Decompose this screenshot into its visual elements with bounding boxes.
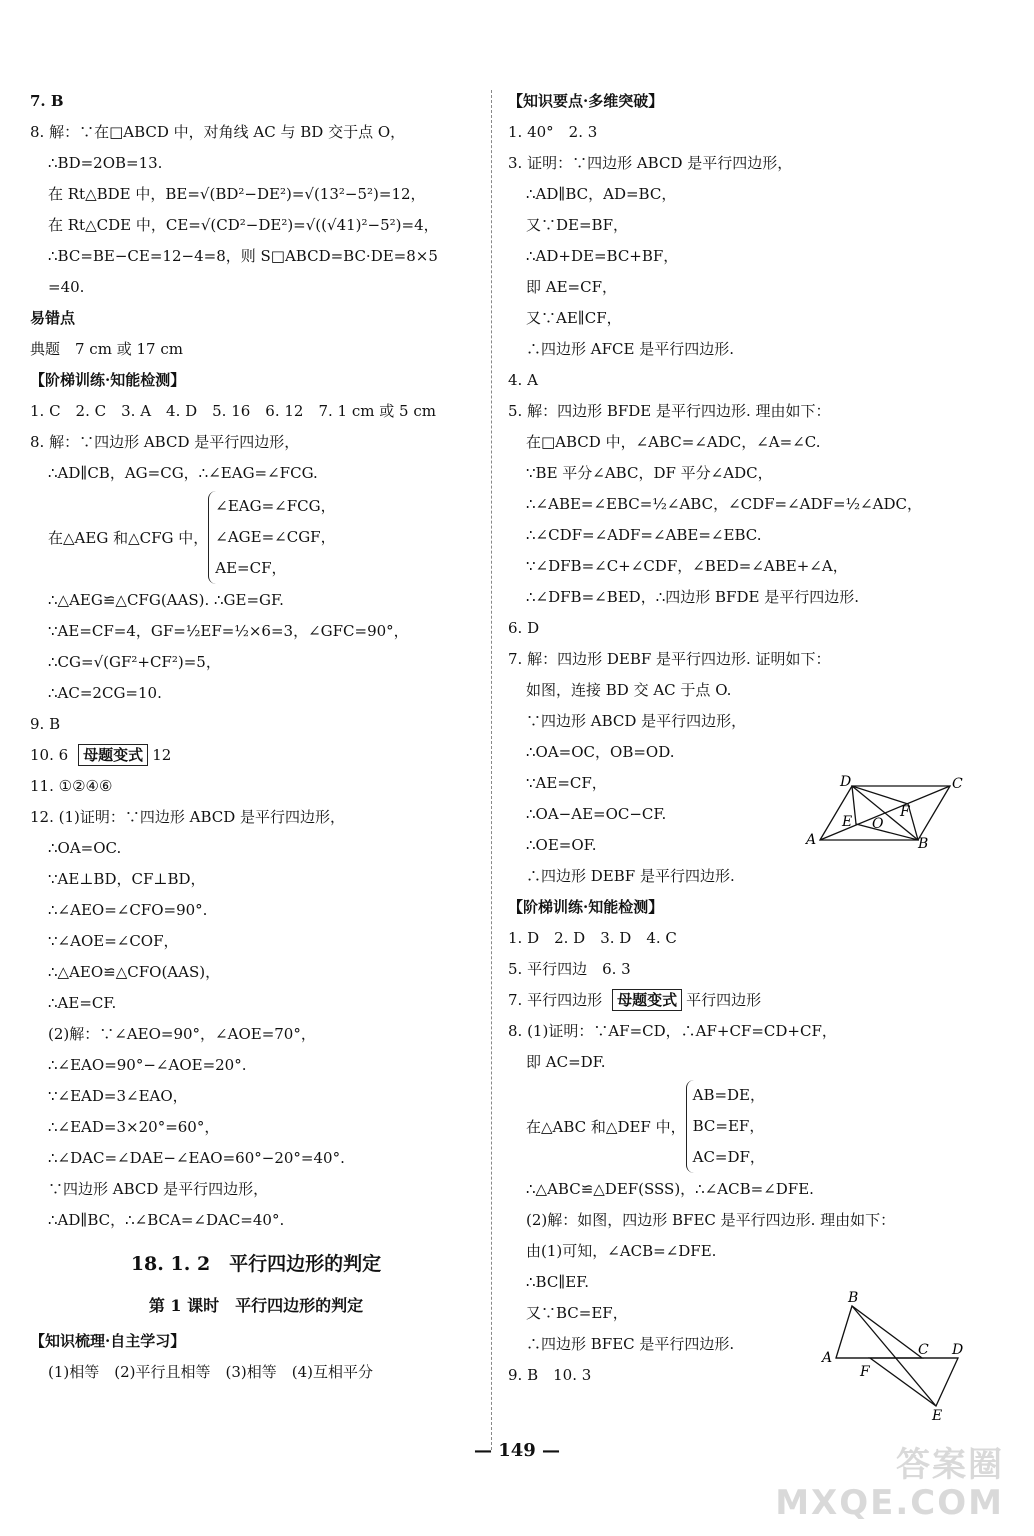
answer-8-line: ∵AE=CF=4，GF=½EF=½×6=3，∠GFC=90°， — [48, 622, 409, 640]
section-heading: 【知识要点·多维突破】 — [508, 92, 664, 110]
section-heading: 【知识梳理·自主学习】 — [30, 1332, 186, 1350]
answer-7-line: 7. 解：四边形 DEBF 是平行四边形. 证明如下： — [508, 650, 831, 668]
answer-7-line: 如图，连接 BD 交 AC 于点 O. — [526, 681, 732, 699]
label-e: E — [932, 1408, 943, 1424]
answer-12-line: (2)解：∵∠AEO=90°，∠AOE=70°， — [48, 1025, 316, 1043]
typical-problem: 典题 7 cm 或 17 cm — [30, 340, 183, 358]
answer-8-line: ∴AC=2CG=10. — [48, 684, 162, 702]
knowledge-answers: (1)相等 (2)平行且相等 (3)相等 (4)互相平分 — [48, 1363, 373, 1381]
answer-8-line: ∴四边形 BFEC 是平行四边形. — [526, 1335, 735, 1353]
watermark-url: MXQE.COM — [775, 1483, 1004, 1523]
answer-8-line: 8. (1)证明：∵AF=CD，∴AF+CF=CD+CF， — [508, 1022, 837, 1040]
section-heading: 易错点 — [30, 309, 76, 327]
answer-6: 6. D — [508, 619, 540, 637]
answer-3-line: 又∵DE=BF， — [526, 216, 628, 234]
answers-1-2: 1. 40° 2. 3 — [508, 123, 598, 141]
label-o: O — [872, 816, 884, 832]
answer-5-line: 在□ABCD 中，∠ABC=∠ADC，∠A=∠C. — [526, 433, 821, 451]
answer-8-line: ∴BC∥EF. — [526, 1273, 590, 1291]
answer-5-line: ∴∠DFB=∠BED，∴四边形 BFDE 是平行四边形. — [526, 588, 859, 606]
congruence-system — [30, 489, 482, 585]
answer-12-line: ∵AE⊥BD，CF⊥BD， — [48, 870, 206, 888]
variant-badge: 母题变式 — [78, 744, 148, 766]
system-intro: 在△ABC 和△DEF 中， — [526, 1117, 686, 1136]
column-divider — [491, 90, 492, 1450]
answer-5-line: ∵∠DFB=∠C+∠CDF，∠BED=∠ABE+∠A， — [526, 557, 848, 575]
system-intro: 在△AEG 和△CFG 中， — [48, 528, 209, 547]
answer-8-line: 又∵BC=EF， — [526, 1304, 628, 1322]
answer-8-line: ∴BD=2OB=13. — [48, 154, 163, 172]
label-e: E — [842, 814, 853, 830]
answer-12-line: ∴OA=OC. — [48, 839, 122, 857]
answer-8-line: ∴BC=BE−CE=12−4=8，则 S□ABCD=BC·DE=8×5 — [48, 247, 438, 265]
answer-12-line: ∴△AEO≌△CFO(AAS)， — [48, 963, 221, 981]
answer-9: 9. B — [30, 715, 61, 733]
label-f: F — [900, 804, 910, 820]
label-c: C — [952, 776, 963, 792]
system-line: ∠EAG=∠FCG， — [215, 496, 336, 515]
answer-8-line: 8. 解：∵在□ABCD 中，对角线 AC 与 BD 交于点 O， — [30, 123, 406, 141]
answer-5-line: 5. 解：四边形 BFDE 是平行四边形. 理由如下： — [508, 402, 831, 420]
answer-7-line: ∴OA=OC，OB=OD. — [526, 743, 675, 761]
answer-7: 7. B — [30, 92, 64, 110]
answer-11: 11. ①②④⑥ — [30, 777, 113, 795]
answer-7-variant-value: 平行四边形 — [686, 991, 762, 1009]
page-number: — 149 — — [473, 1440, 561, 1461]
answer-12-line: ∵∠AOE=∠COF， — [48, 932, 179, 950]
answer-3-line: 3. 证明：∵四边形 ABCD 是平行四边形， — [508, 154, 793, 172]
label-c: C — [918, 1342, 929, 1358]
answer-12-line: ∴∠AEO=∠CFO=90°. — [48, 901, 208, 919]
answer-5-line: ∴∠ABE=∠EBC=½∠ABC，∠CDF=∠ADF=½∠ADC， — [526, 495, 922, 513]
label-b: B — [918, 836, 929, 852]
variant-badge: 母题变式 — [612, 989, 682, 1011]
answer-7-value: 7. 平行四边形 — [508, 991, 603, 1009]
right-column — [508, 86, 1008, 1391]
triangle-abc — [836, 1306, 922, 1358]
answer-12-line: ∵∠EAD=3∠EAO， — [48, 1087, 188, 1105]
answer-8-line: ∴CG=√(GF²+CF²)=5， — [48, 653, 221, 671]
answer-8-line: ∴△ABC≌△DEF(SSS)，∴∠ACB=∠DFE. — [526, 1180, 814, 1198]
section-title: 18. 1. 2 平行四边形的判定 — [130, 1253, 382, 1275]
answer-8-line: =40. — [48, 278, 85, 296]
answer-12-line: ∴AD∥BC，∴∠BCA=∠DAC=40°. — [48, 1211, 285, 1229]
watermark-logo — [775, 1446, 1004, 1522]
answer-8-line: 由(1)可知，∠ACB=∠DFE. — [526, 1242, 717, 1260]
answer-10-value: 10. 6 — [30, 746, 69, 764]
answer-12-line: ∴AE=CF. — [48, 994, 117, 1012]
label-a: A — [806, 832, 817, 848]
answer-12-line: ∴∠EAD=3×20°=60°， — [48, 1118, 220, 1136]
answers-1-4: 1. D 2. D 3. D 4. C — [508, 929, 677, 947]
brace-group — [208, 491, 335, 584]
answer-10 — [30, 740, 482, 771]
answer-7-line: ∴OE=OF. — [526, 836, 597, 854]
answer-5-line: ∵BE 平分∠ABC，DF 平分∠ADC， — [526, 464, 773, 482]
congruence-system — [508, 1078, 1008, 1174]
answer-3-line: ∴四边形 AFCE 是平行四边形. — [526, 340, 734, 358]
system-line: ∠AGE=∠CGF， — [215, 527, 336, 546]
answer-8-line: 即 AC=DF. — [526, 1053, 606, 1071]
label-b: B — [848, 1290, 859, 1306]
answers-9-10: 9. B 10. 3 — [508, 1366, 592, 1384]
system-line: AB=DE， — [692, 1085, 766, 1104]
answer-7-line: ∴四边形 DEBF 是平行四边形. — [526, 867, 735, 885]
answer-7-line: ∴OA−AE=OC−CF. — [526, 805, 667, 823]
answer-7-line: ∵四边形 ABCD 是平行四边形， — [526, 712, 747, 730]
answers-5-6: 5. 平行四边 6. 3 — [508, 960, 631, 978]
system-line: BC=EF， — [692, 1116, 765, 1135]
label-d: D — [840, 774, 852, 790]
parallelogram-figure — [800, 772, 970, 852]
answers-1-7: 1. C 2. C 3. A 4. D 5. 16 6. 12 7. 1 cm 或 5 cm — [30, 402, 436, 420]
answer-8-line: 在 Rt△CDE 中，CE=√(CD²−DE²)=√((√41)²−5²)=4， — [48, 216, 439, 234]
answer-3-line: ∴AD+DE=BC+BF， — [526, 247, 679, 265]
answer-7-short — [508, 985, 1008, 1016]
answer-4: 4. A — [508, 371, 538, 389]
answer-12-line: ∵四边形 ABCD 是平行四边形， — [48, 1180, 269, 1198]
answer-3-line: 又∵AE∥CF， — [526, 309, 622, 327]
answer-3-line: 即 AE=CF， — [526, 278, 618, 296]
label-d: D — [952, 1342, 964, 1358]
triangles-figure — [818, 1288, 970, 1424]
answer-8-line: ∴△AEG≌△CFG(AAS). ∴GE=GF. — [48, 591, 284, 609]
answer-8-line: 8. 解：∵四边形 ABCD 是平行四边形， — [30, 433, 300, 451]
left-column — [30, 86, 482, 1388]
label-f: F — [860, 1364, 870, 1380]
system-line: AC=DF， — [692, 1147, 765, 1166]
answer-12-line: 12. (1)证明：∵四边形 ABCD 是平行四边形， — [30, 808, 346, 826]
answer-8-line: ∴AD∥CB，AG=CG，∴∠EAG=∠FCG. — [48, 464, 318, 482]
section-heading: 【阶梯训练·知能检测】 — [508, 898, 664, 916]
lesson-title: 第 1 课时 平行四边形的判定 — [148, 1296, 364, 1315]
answer-12-line: ∴∠DAC=∠DAE−∠EAO=60°−20°=40°. — [48, 1149, 345, 1167]
answer-12-line: ∴∠EAO=90°−∠AOE=20°. — [48, 1056, 247, 1074]
answer-8-line: (2)解：如图，四边形 BFEC 是平行四边形. 理由如下： — [526, 1211, 896, 1229]
triangle-def — [870, 1358, 958, 1406]
system-line: AE=CF， — [215, 558, 287, 577]
answer-3-line: ∴AD∥BC，AD=BC， — [526, 185, 677, 203]
brace-group — [686, 1080, 765, 1173]
section-heading: 【阶梯训练·知能检测】 — [30, 371, 186, 389]
answer-10-variant-value: 12 — [152, 746, 172, 764]
watermark-text: 答案圈 — [896, 1445, 1004, 1485]
answer-8-line: 在 Rt△BDE 中，BE=√(BD²−DE²)=√(13²−5²)=12， — [48, 185, 426, 203]
answer-5-line: ∴∠CDF=∠ADF=∠ABE=∠EBC. — [526, 526, 762, 544]
answer-7-line: ∵AE=CF， — [526, 774, 607, 792]
label-a: A — [822, 1350, 833, 1366]
